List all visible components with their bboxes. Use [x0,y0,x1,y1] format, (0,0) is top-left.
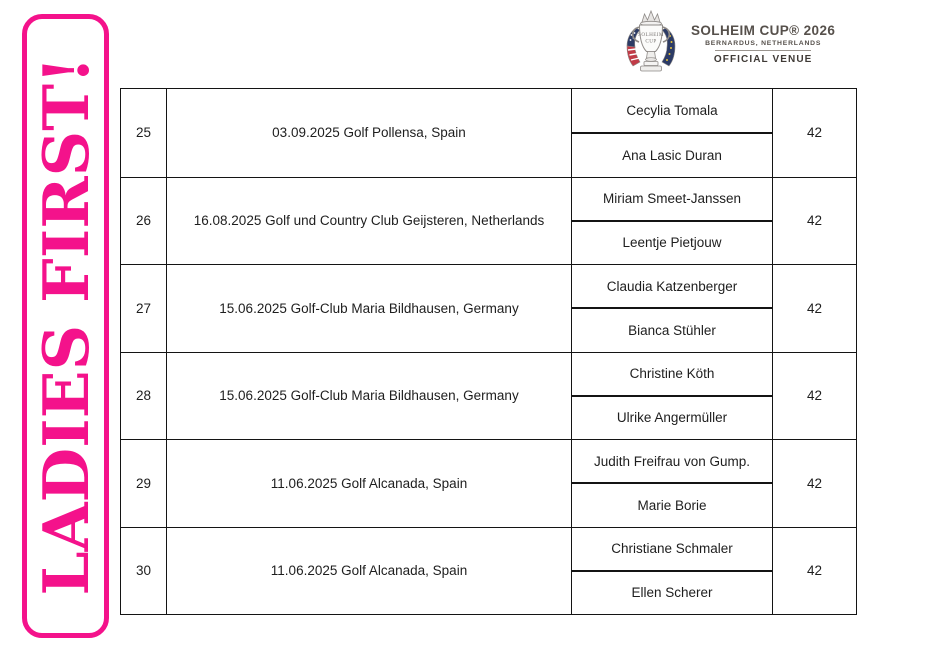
event-date-venue: 11.06.2025 Golf Alcanada, Spain [166,440,571,527]
players-cell [571,528,772,615]
score-value: 42 [772,265,856,352]
players-cell [571,265,772,352]
player-name-first: Christiane Schmaler [572,528,772,572]
table-row [121,89,856,177]
logo-tagline: OFFICIAL VENUE [713,54,813,65]
row-number: 28 [135,388,152,404]
player-name-second: Ellen Scherer [631,585,713,601]
logo-text-block [691,23,835,65]
results-table [120,88,857,615]
row-number: 29 [135,475,152,491]
solheim-trophy-icon [616,9,686,79]
event-date-venue: 11.06.2025 Golf Alcanada, Spain [166,528,571,615]
logo-subtitle: BERNARDUS, NETHERLANDS [705,40,822,47]
trophy-text-line1: SOLHEIM [638,32,664,38]
banner-label: LADIES FIRST! [28,56,103,596]
event-date-venue: 15.06.2025 Golf-Club Maria Bildhausen, Germany [166,353,571,440]
table-row [121,264,856,352]
player-name-first: Judith Freifrau von Gump. [572,440,772,484]
players-cell [571,353,772,440]
trophy-crown [642,11,660,22]
event-date-venue: 15.06.2025 Golf-Club Maria Bildhausen, Germany [166,265,571,352]
table-row [121,439,856,527]
table-row [121,527,856,615]
score-value: 42 [772,528,856,615]
trophy-text-line2: CUP [645,38,657,45]
row-number: 26 [135,213,152,229]
logo-title: SOLHEIM CUP® 2026 [691,23,836,38]
player-name-first: Christine Köth [572,353,772,397]
table-row [121,352,856,440]
table-row [121,177,856,265]
score-value: 42 [772,178,856,265]
trophy-stem [647,52,656,59]
event-date-venue: 16.08.2025 Golf und Country Club Geijsteren, Netherlands [166,178,571,265]
player-name-second: Ana Lasic Duran [622,147,722,163]
score-value: 42 [772,89,856,177]
player-name-second: Marie Borie [637,497,707,513]
ladies-first-banner [22,14,109,638]
event-date-venue: 03.09.2025 Golf Pollensa, Spain [166,89,571,177]
score-value: 42 [772,440,856,527]
row-number: 27 [135,300,152,316]
row-number: 25 [135,125,152,141]
players-cell [571,440,772,527]
score-value: 42 [772,353,856,440]
player-name-first: Claudia Katzenberger [572,265,772,309]
solheim-cup-logo [616,8,835,80]
players-cell [571,89,772,177]
row-number: 30 [135,563,152,579]
player-name-second: Leentje Pietjouw [622,235,722,251]
player-name-first: Miriam Smeet-Janssen [572,178,772,222]
player-name-second: Bianca Stühler [628,322,716,338]
players-cell [571,178,772,265]
player-name-second: Ulrike Angermüller [616,410,728,426]
player-name-first: Cecylia Tomala [572,89,772,134]
logo-divider [715,50,811,51]
